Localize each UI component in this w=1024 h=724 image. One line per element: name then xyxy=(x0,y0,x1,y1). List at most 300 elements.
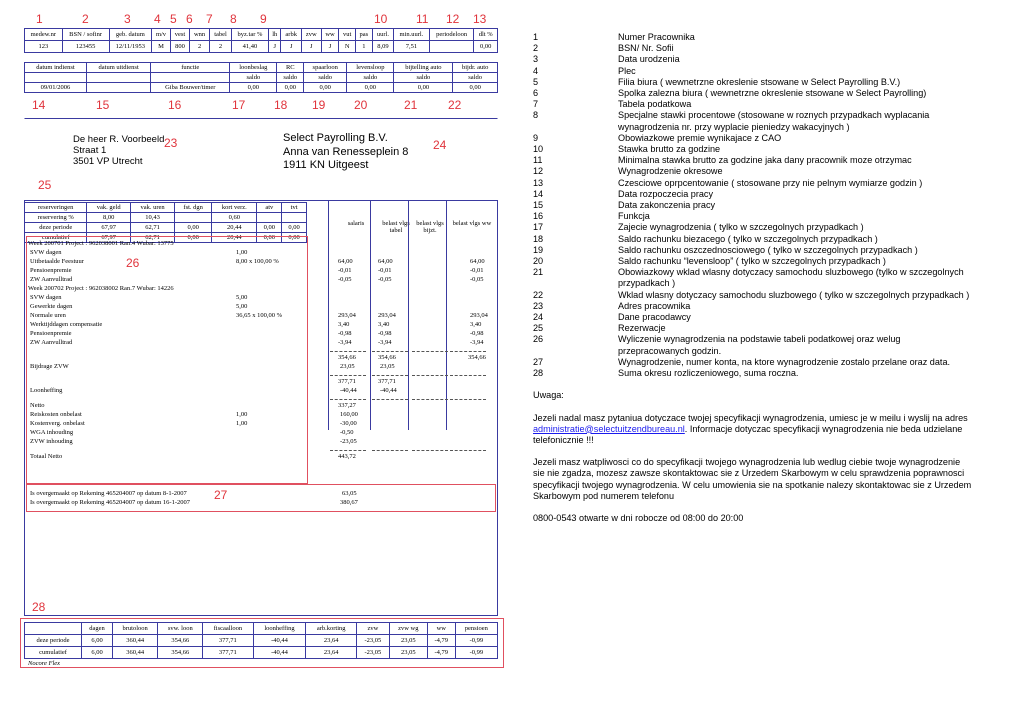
subtotal-rule xyxy=(372,351,408,352)
marker-11: 11 xyxy=(416,12,429,26)
legend-description: Wynagrodzenie, numer konta, na ktore wynagrodzenie zostalo przelane oraz data. xyxy=(618,356,951,367)
table-cell: saldo xyxy=(347,73,394,83)
legend-description: Spolka zalezna biura ( wewnetrzne okreslenie stsowane w Select Payrolling) xyxy=(618,88,927,99)
calc-salary: -0,98 xyxy=(338,330,352,337)
calc-quantity: 5,00 xyxy=(236,303,248,310)
table-cell: 123455 xyxy=(62,41,109,53)
table-cell: 67,97 xyxy=(87,233,131,243)
legend-number: 16 xyxy=(533,211,544,222)
table-cell: functie xyxy=(151,63,230,73)
table-cell: M xyxy=(152,41,171,53)
calc-tabel: -0,98 xyxy=(378,330,392,337)
subtotal: 377,71 xyxy=(338,378,356,385)
table-cell: -4,79 xyxy=(427,635,455,647)
table-cell: 0,00 xyxy=(474,41,498,53)
calc-ww: 64,00 xyxy=(470,258,485,265)
table-cell: 0,00 xyxy=(304,83,347,93)
column-divider xyxy=(370,200,371,430)
calc-ww: -0,98 xyxy=(470,330,484,337)
legend-description: Wynagrodzenie okresowe xyxy=(618,166,723,177)
legend-item xyxy=(533,256,973,267)
subtotal-rule xyxy=(330,399,366,400)
legend-item xyxy=(533,245,973,256)
calc-quantity: 1,00 xyxy=(236,411,248,418)
legend-item xyxy=(533,43,973,54)
table-cell: J xyxy=(269,41,281,53)
table-cell: deze periode xyxy=(25,223,87,233)
table-cell: J xyxy=(301,41,321,53)
table-cell: reserveringen xyxy=(25,203,87,213)
legend-number: 5 xyxy=(533,76,539,87)
subtotal: 354,66 xyxy=(378,354,396,361)
table-cell: zvw wg xyxy=(389,623,427,635)
table-cell: deze periode xyxy=(25,635,82,647)
calc-ww: 3,40 xyxy=(470,321,482,328)
calc-quantity: 8,00 x 100,00 % xyxy=(236,258,279,265)
table-cell: 0,00 xyxy=(282,233,307,243)
table-cell: Giba Bouwer/timer xyxy=(151,83,230,93)
marker-20: 20 xyxy=(354,98,368,112)
subtotal-rule xyxy=(412,450,448,451)
table-cell: vest xyxy=(170,29,189,41)
table-cell xyxy=(86,73,150,83)
subtotal-rule xyxy=(450,375,486,376)
table-cell: saldo xyxy=(394,73,453,83)
marker-23: 23 xyxy=(164,136,178,150)
table-cell xyxy=(151,73,230,83)
calc-label: ZW Aanvulltrad xyxy=(30,276,73,283)
marker-6: 6 xyxy=(186,12,193,26)
table-cell: reservering % xyxy=(25,213,87,223)
legend-panel xyxy=(533,32,973,524)
table-cell: 10,43 xyxy=(131,213,175,223)
table-cell: 0,60 xyxy=(212,213,257,223)
calc-salary: 23,05 xyxy=(340,363,355,370)
table-row xyxy=(25,83,498,93)
table-cell: dagen xyxy=(82,623,113,635)
legend-item xyxy=(533,133,973,144)
calc-quantity: 5,00 xyxy=(236,294,248,301)
table-cell: vak. uren xyxy=(131,203,175,213)
subtotal: 377,71 xyxy=(378,378,396,385)
table-cell: atv xyxy=(257,203,282,213)
calc-ww: -0,01 xyxy=(470,267,484,274)
calc-quantity: 36,65 x 100,00 % xyxy=(236,312,283,319)
calc-salary: 64,00 xyxy=(338,258,353,265)
table-cell: 1 xyxy=(355,41,372,53)
table-cell: RC xyxy=(277,63,304,73)
week-line: Week 200701 Project : 962038001 Ran.4 Wubar: 13775 xyxy=(28,240,174,247)
address-line: Straat 1 xyxy=(73,145,107,156)
table-cell: 20,44 xyxy=(212,223,257,233)
table-cell: 09/01/2006 xyxy=(25,83,87,93)
table-row xyxy=(25,41,498,53)
table-cell: fst. dgn xyxy=(175,203,212,213)
table-cell: byz.tar % xyxy=(231,29,268,41)
table-cell: spaarloon xyxy=(304,63,347,73)
table-cell: BSN / sofinr xyxy=(62,29,109,41)
table-cell: pas xyxy=(355,29,372,41)
column-heading: salaris xyxy=(347,220,365,227)
marker-27: 27 xyxy=(214,488,228,502)
table-cell: 12/11/1953 xyxy=(109,41,152,53)
table-cell: 20,44 xyxy=(212,233,257,243)
table-cell: loonbeslag xyxy=(230,63,277,73)
calc-label: SVW dagen xyxy=(30,294,62,301)
legend-item xyxy=(533,368,973,379)
legend-item xyxy=(533,200,973,211)
table-cell: zvw xyxy=(301,29,321,41)
table-cell: svw. loon xyxy=(158,623,203,635)
table-cell: 23,64 xyxy=(306,647,357,659)
table-cell: vut xyxy=(339,29,355,41)
table-cell: 0,00 xyxy=(347,83,394,93)
legend-item xyxy=(533,211,973,222)
table-cell xyxy=(25,73,87,83)
subtotal-rule xyxy=(330,450,366,451)
table-cell: pensioen xyxy=(455,623,497,635)
table-cell: J xyxy=(321,41,339,53)
calc-salary: 3,40 xyxy=(338,321,350,328)
legend-description: Filia biura ( wewnetrzne okreslenie stsowane w Select Payrolling B.V.) xyxy=(618,76,901,87)
table-cell: bijdr. auto xyxy=(453,63,498,73)
table-row xyxy=(25,63,498,73)
table-cell: saldo xyxy=(230,73,277,83)
calc-label: Kostenverg. onbelast xyxy=(30,420,85,427)
table-cell: 0,00 xyxy=(175,223,212,233)
employment-info-table xyxy=(24,62,498,93)
week-line: Week 200702 Project : 962038002 Ran.7 Wubar: 14226 xyxy=(28,285,174,292)
calc-salary: 337,27 xyxy=(338,402,356,409)
note-tax-office-paragraph: Jezeli masz watpliwosci co do specyfikacji twojego wynagrodzenia lub wedlug ciebie twoje wynagrodzenie sie nie zgadza, mozesz zawsze skontaktowac sie z Urzedem Skarbowym w celu sprawdzenia poprawnosci specyfikacji twojego wynagrodzenia. W celu umowienia sie na spotkanie nalezy skontaktowac sie z Urzedem Skarbowym pod numerem telefonu xyxy=(533,457,972,501)
table-cell: 0,00 xyxy=(257,223,282,233)
table-cell: cumulatief xyxy=(25,233,87,243)
marker-13: 13 xyxy=(473,12,487,26)
calc-label: WGA inhouding xyxy=(30,429,74,436)
legend-item xyxy=(533,312,973,323)
marker-24: 24 xyxy=(433,138,447,152)
legend-number: 19 xyxy=(533,244,544,255)
table-cell: 360,44 xyxy=(112,647,157,659)
table-cell: 354,66 xyxy=(158,635,203,647)
calc-label: Loonheffing xyxy=(30,387,63,394)
legend-description: Rezerwacje xyxy=(618,323,666,334)
legend-number: 17 xyxy=(533,222,544,233)
table-cell: fiscaalloon xyxy=(203,623,253,635)
table-cell: -0,99 xyxy=(455,647,497,659)
table-row xyxy=(25,29,498,41)
calc-label: SVW dagen xyxy=(30,249,62,256)
table-cell: 800 xyxy=(170,41,189,53)
legend-item xyxy=(533,357,973,368)
subtotal-rule xyxy=(372,450,408,451)
table-cell: 0,00 xyxy=(277,83,304,93)
email-link[interactable]: administratie@selectuitzendbureau.nl xyxy=(533,423,685,434)
calc-ww: -3,94 xyxy=(470,339,484,346)
legend-description: Specjalne stawki procentowe (stosowane w roznych przypadkach wyplacania wynagrodzenia nr. przy wyplacie pieniedzy wakacyjnych ) xyxy=(618,110,930,132)
table-cell: lh xyxy=(269,29,281,41)
calc-label: Pensioenpremie xyxy=(30,267,72,274)
legend-item xyxy=(533,166,973,177)
legend-number: 15 xyxy=(533,200,544,211)
legend-number: 26 xyxy=(533,334,544,345)
note-email-paragraph xyxy=(533,413,973,447)
table-cell: -0,99 xyxy=(455,635,497,647)
legend-item xyxy=(533,323,973,334)
calc-salary: -0,01 xyxy=(338,267,352,274)
table-row xyxy=(25,635,498,647)
subtotal: 354,66 xyxy=(338,354,356,361)
legend-description: Saldo rachunku “levensloop” ( tylko w szczegolnych przypadkach ) xyxy=(618,256,886,267)
table-cell: 0,00 xyxy=(230,83,277,93)
note-heading: Uwaga: xyxy=(533,390,564,401)
legend-item xyxy=(533,267,973,289)
calc-label: Totaal Netto xyxy=(30,453,63,460)
legend-item xyxy=(533,234,973,245)
calc-tabel: 3,40 xyxy=(378,321,390,328)
subtotal-rule xyxy=(412,375,448,376)
table-cell: -4,79 xyxy=(427,647,455,659)
calc-salary: -3,94 xyxy=(338,339,352,346)
transfer-line: Is overgemaakt op Rekening 465204007 op datum 16-1-2007 xyxy=(30,499,191,506)
table-cell: saldo xyxy=(304,73,347,83)
legend-item xyxy=(533,189,973,200)
legend-description: Data rozpoczecia pracy xyxy=(618,188,714,199)
legend-item xyxy=(533,178,973,189)
payment-highlight xyxy=(26,484,496,512)
legend-number: 22 xyxy=(533,289,544,300)
legend-number: 2 xyxy=(533,43,539,54)
calc-salary: -0,05 xyxy=(338,276,352,283)
legend-item xyxy=(533,54,973,65)
column-divider xyxy=(446,200,447,430)
table-cell: saldo xyxy=(277,73,304,83)
legend-description: Wyliczenie wynagrodzenia na podstawie tabeli podatkowej oraz welug przepracowanych godzin. xyxy=(618,334,901,356)
legend-description: Saldo rachunku oszczednosciowego ( tylko w szczegolnych przypadkach ) xyxy=(618,244,918,255)
calc-salary: 443,72 xyxy=(338,453,356,460)
table-cell: saldo xyxy=(453,73,498,83)
table-cell: kort verz. xyxy=(212,203,257,213)
legend-number: 21 xyxy=(533,267,544,278)
legend-number: 11 xyxy=(533,155,543,166)
table-cell: cumulatief xyxy=(25,647,82,659)
calc-tabel: 293,04 xyxy=(378,312,396,319)
table-cell: 377,71 xyxy=(203,647,253,659)
subtotal-rule xyxy=(330,375,366,376)
calc-salary: -23,05 xyxy=(340,438,357,445)
table-cell: -40,44 xyxy=(253,635,306,647)
column-divider xyxy=(408,200,409,430)
table-cell: 377,71 xyxy=(203,635,253,647)
legend-description: Czesciowe oprpcentowanie ( stosowane przy nie pelnym wymiarze godzin ) xyxy=(618,177,923,188)
legend-item xyxy=(533,110,973,132)
subtotal-rule xyxy=(372,399,408,400)
column-divider xyxy=(328,200,329,430)
calc-label: Werktijddagen compensatie xyxy=(30,321,103,328)
table-cell: 0,00 xyxy=(175,233,212,243)
table-cell: geb. datum xyxy=(109,29,152,41)
table-cell: 6,00 xyxy=(82,647,113,659)
marker-21: 21 xyxy=(404,98,418,112)
legend-description: Data zakonczenia pracy xyxy=(618,200,716,211)
legend-description: Numer Pracownika xyxy=(618,32,695,42)
legend-description: Obowiazkowe premie wynikajace z CAO xyxy=(618,132,782,143)
table-cell: 2 xyxy=(190,41,210,53)
legend-description: Tabela podatkowa xyxy=(618,99,692,110)
calc-quantity: 1,00 xyxy=(236,249,248,256)
legend-item xyxy=(533,66,973,77)
legend-number: 27 xyxy=(533,356,544,367)
legend-number: 4 xyxy=(533,65,539,76)
table-cell: datum uitdienst xyxy=(86,63,150,73)
table-row xyxy=(25,623,498,635)
legend-description: Suma okresu rozliczeniowego, suma roczna. xyxy=(618,368,799,379)
table-cell: tabel xyxy=(210,29,232,41)
table-cell: arb.korting xyxy=(306,623,357,635)
legend-description: Adres pracownika xyxy=(618,300,691,311)
legend-number: 25 xyxy=(533,323,544,334)
legend-number: 10 xyxy=(533,144,544,155)
calc-salary: -0,50 xyxy=(340,429,354,436)
table-cell: 0,00 xyxy=(394,83,453,93)
table-cell xyxy=(429,41,474,53)
subtotal-rule xyxy=(450,450,486,451)
table-cell: tvt xyxy=(282,203,307,213)
legend-description: BSN/ Nr. Sofii xyxy=(618,43,674,54)
subtotal-rule xyxy=(372,375,408,376)
marker-9: 9 xyxy=(260,12,267,26)
table-cell: N xyxy=(339,41,355,53)
calc-label: Uitbetaalde Feestuur xyxy=(30,258,84,265)
legend-number: 23 xyxy=(533,300,544,311)
marker-16: 16 xyxy=(168,98,182,112)
calc-tabel: -3,94 xyxy=(378,339,392,346)
calc-label: Bijdrage ZVW xyxy=(30,363,69,370)
legend-number: 13 xyxy=(533,177,544,188)
subtotal-rule xyxy=(330,351,366,352)
calc-label: Reiskosten onbelast xyxy=(30,411,82,418)
marker-4: 4 xyxy=(154,12,161,26)
marker-3: 3 xyxy=(124,12,131,26)
calc-tabel: -0,05 xyxy=(378,276,392,283)
legend-number: 1 xyxy=(533,32,539,42)
employee-address xyxy=(73,134,164,167)
calc-tabel: 64,00 xyxy=(378,258,393,265)
table-cell: -40,44 xyxy=(253,647,306,659)
note-text: . Informacje dotyczac specyfikacji wynagrodzenia nie beda udzielane telefonicznie !!! xyxy=(533,423,963,445)
legend-number: 14 xyxy=(533,188,544,199)
subtotal-rule xyxy=(412,399,448,400)
marker-26: 26 xyxy=(126,256,140,270)
legend-item xyxy=(533,144,973,155)
table-cell: 8,00 xyxy=(87,213,131,223)
legend-number: 6 xyxy=(533,88,539,99)
table-cell: 62,71 xyxy=(131,233,175,243)
marker-17: 17 xyxy=(232,98,246,112)
calc-label: ZW Aanvulltrad xyxy=(30,339,73,346)
legend-number: 9 xyxy=(533,132,539,143)
subtotal-rule xyxy=(450,351,486,352)
legend-number: 8 xyxy=(533,110,539,121)
table-cell: 41,40 xyxy=(231,41,268,53)
calc-label: Normale uren xyxy=(30,312,66,319)
legend-item xyxy=(533,32,973,43)
table-cell: 2 xyxy=(210,41,232,53)
calc-tabel: 23,05 xyxy=(380,363,395,370)
legend-description: Stawka brutto za godzine xyxy=(618,144,721,155)
table-cell xyxy=(25,623,82,635)
table-cell: 0,00 xyxy=(282,223,307,233)
table-cell: loonheffing xyxy=(253,623,306,635)
calc-tabel: -0,01 xyxy=(378,267,392,274)
employer-address xyxy=(283,132,408,173)
calc-salary: -30,00 xyxy=(340,420,357,427)
footer-text: Nocore Flex xyxy=(28,660,61,667)
table-cell: 23,64 xyxy=(306,635,357,647)
legend-item xyxy=(533,77,973,88)
note-phone-paragraph: 0800-0543 otwarte w dni robocze od 08:00 do 20:00 xyxy=(533,512,744,523)
table-cell: min.uurl. xyxy=(394,29,430,41)
column-heading: belast vlgs ww xyxy=(452,220,492,227)
payslip-scan xyxy=(18,10,510,672)
table-cell: vak. geld xyxy=(87,203,131,213)
table-cell: ww xyxy=(321,29,339,41)
table-cell: uurl. xyxy=(372,29,393,41)
address-line: 1911 KN Uitgeest xyxy=(283,159,369,171)
legend-item xyxy=(533,290,973,301)
marker-18: 18 xyxy=(274,98,288,112)
legend-number: 28 xyxy=(533,368,544,379)
table-cell: 0,00 xyxy=(257,233,282,243)
table-cell: brutoloon xyxy=(112,623,157,635)
legend-number: 12 xyxy=(533,166,544,177)
table-cell: 7,51 xyxy=(394,41,430,53)
calc-label: ZVW inhouding xyxy=(30,438,73,445)
marker-28: 28 xyxy=(32,600,46,614)
calc-salary: 293,04 xyxy=(338,312,356,319)
table-cell: J xyxy=(281,41,302,53)
transfer-line: Is overgemaakt op Rekening 465204007 op datum 8-1-2007 xyxy=(30,490,187,497)
note-text: Jezeli nadal masz pytaniua dotyczace twojej specyfikacji wynagrodzenia, umiesc je w meilu i wyslij na adres xyxy=(533,412,968,423)
table-cell: 123 xyxy=(25,41,63,53)
legend-item xyxy=(533,88,973,99)
table-cell: 8,09 xyxy=(372,41,393,53)
table-cell: 23,05 xyxy=(389,635,427,647)
table-cell: levensloop xyxy=(347,63,394,73)
legend-number: 3 xyxy=(533,54,539,65)
calc-label: Pensioenpremie xyxy=(30,330,72,337)
subtotal: 354,66 xyxy=(468,354,486,361)
calc-salary: -40,44 xyxy=(340,387,357,394)
marker-25: 25 xyxy=(38,178,52,192)
table-cell: arbk xyxy=(281,29,302,41)
marker-19: 19 xyxy=(312,98,326,112)
legend-number: 18 xyxy=(533,233,544,244)
address-line: Anna van Renesseplein 8 xyxy=(283,145,409,158)
marker-14: 14 xyxy=(32,98,46,112)
period-totals-table xyxy=(24,622,498,659)
column-heading: belast vlgs tabel xyxy=(382,220,410,234)
legend-description: Saldo rachunku biezacego ( tylko w szczegolnych przypadkach ) xyxy=(618,233,878,244)
legend-item xyxy=(533,334,973,356)
legend-item xyxy=(533,222,973,233)
table-cell: medew.nr xyxy=(25,29,63,41)
table-cell: ww xyxy=(427,623,455,635)
transfer-amount: 63,05 xyxy=(342,490,357,497)
table-cell xyxy=(86,83,150,93)
table-cell: datum indienst xyxy=(25,63,87,73)
table-cell: dlt % xyxy=(474,29,498,41)
